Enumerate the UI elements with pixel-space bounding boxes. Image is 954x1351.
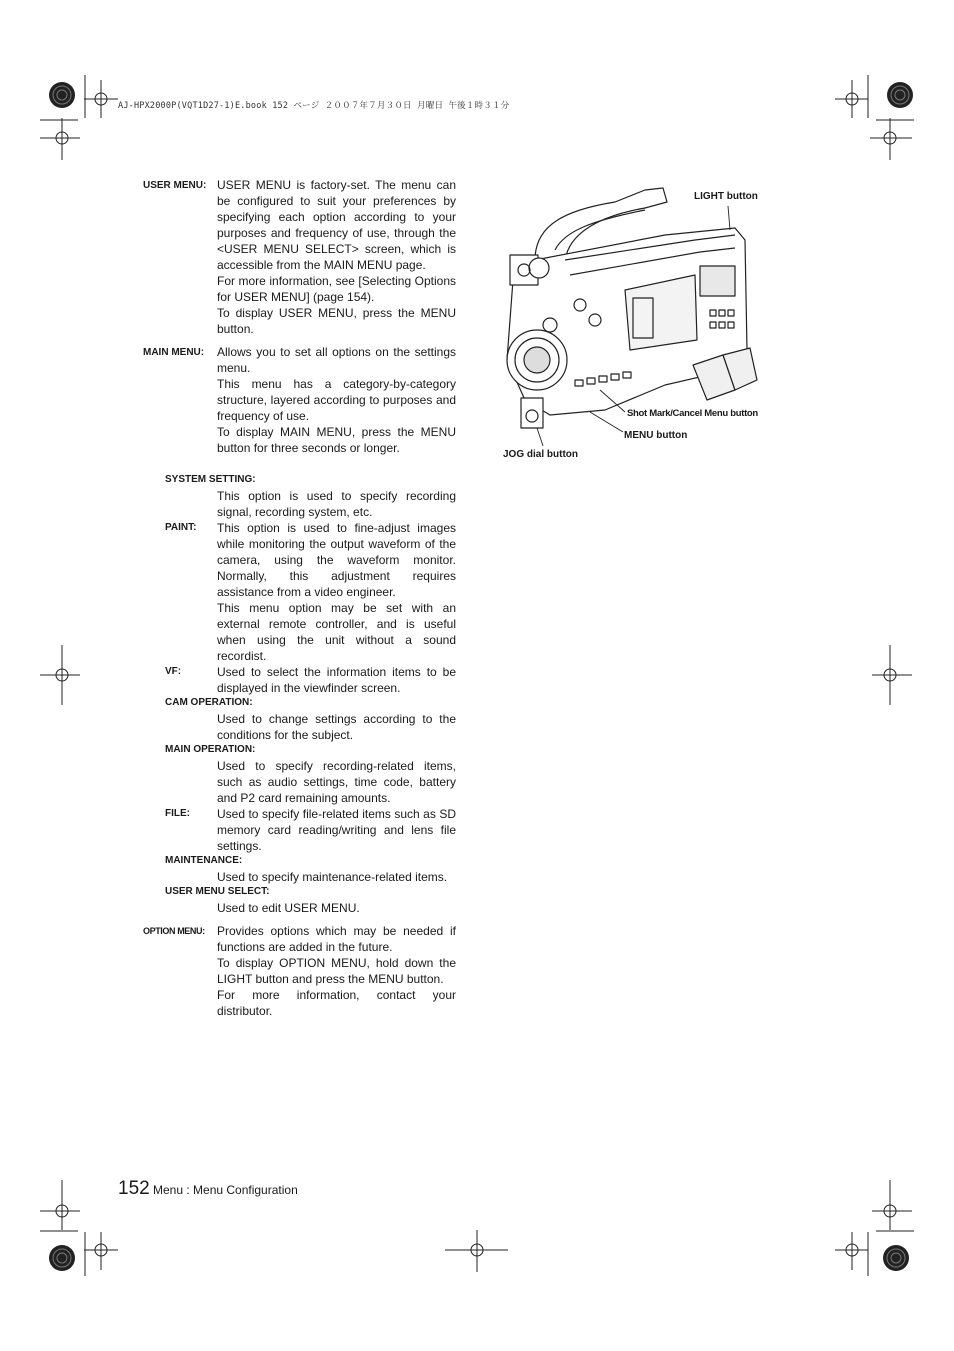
paragraph: Used to change settings according to the conditions for the subject. <box>217 712 456 742</box>
paragraph: This menu has a category-by-category structure, layered according to purposes and frequency of use. <box>217 377 456 423</box>
term-cam-operation: CAM OPERATION: <box>165 697 253 708</box>
system-setting-description <box>217 488 456 520</box>
cam-operation-description <box>217 711 456 743</box>
callout-shot-mark-button: Shot Mark/Cancel Menu button <box>627 408 758 419</box>
page-number: 152 <box>118 1178 150 1199</box>
vf-description <box>217 664 456 696</box>
maintenance-description <box>217 869 456 885</box>
paragraph: Provides options which may be needed if functions are added in the future. <box>217 924 456 954</box>
term-vf: VF: <box>165 666 182 677</box>
term-user-menu-select: USER MENU SELECT: <box>165 886 270 897</box>
user-menu-description <box>217 177 456 337</box>
term-main-menu: MAIN MENU: <box>143 347 205 358</box>
callout-light-button: LIGHT button <box>694 191 758 202</box>
paragraph: Used to specify maintenance-related items. <box>217 870 448 884</box>
term-file: FILE: <box>165 808 190 819</box>
paragraph: Allows you to set all options on the settings menu. <box>217 345 456 375</box>
paragraph: This menu option may be set with an external remote controller, and is useful when using the unit without a sound recordist. <box>217 601 456 663</box>
paragraph: For more information, contact your distributor. <box>217 988 456 1018</box>
paragraph: USER MENU is factory-set. The menu can be configured to suit your preferences by specifying each option according to your purposes and frequency of use, through the <USER MENU SELECT> screen, which is accessible from the MAIN MENU page. <box>217 178 456 272</box>
paragraph: For more information, see [Selecting Options for USER MENU] (page 154). <box>217 274 456 304</box>
paragraph: Used to select the information items to be displayed in the viewfinder screen. <box>217 665 456 695</box>
paragraph: This option is used to fine-adjust images while monitoring the output waveform of the camera, using the waveform monitor. Normally, this adjustment requires assistance from a video engineer. <box>217 521 456 599</box>
paragraph: Used to edit USER MENU. <box>217 901 360 915</box>
print-header: AJ-HPX2000P(VQT1D27-1)E.book 152 ページ ２００７年７月３０日 月曜日 午後１時３１分 <box>118 101 510 111</box>
callout-jog-dial-button: JOG dial button <box>503 449 578 460</box>
paragraph: To display MAIN MENU, press the MENU button for three seconds or longer. <box>217 425 456 455</box>
user-menu-select-description <box>217 900 456 916</box>
paragraph: Used to specify recording-related items, such as audio settings, time code, battery and P2 card remaining amounts. <box>217 759 456 805</box>
paragraph: To display OPTION MENU, hold down the LIGHT button and press the MENU button. <box>217 956 456 986</box>
paragraph: To display USER MENU, press the MENU button. <box>217 306 456 336</box>
term-user-menu: USER MENU: <box>143 180 207 191</box>
file-description <box>217 806 456 854</box>
paint-description <box>217 520 456 664</box>
term-maintenance: MAINTENANCE: <box>165 855 243 866</box>
main-menu-description <box>217 344 456 456</box>
camera-illustration <box>495 180 795 465</box>
term-paint: PAINT: <box>165 522 197 533</box>
main-operation-description <box>217 758 456 806</box>
paragraph: This option is used to specify recording signal, recording system, etc. <box>217 489 456 519</box>
option-menu-description <box>217 923 456 1019</box>
callout-menu-button: MENU button <box>624 430 688 441</box>
term-system-setting: SYSTEM SETTING: <box>165 474 256 485</box>
paragraph: Used to specify file-related items such as SD memory card reading/writing and lens file settings. <box>217 807 456 853</box>
term-main-operation: MAIN OPERATION: <box>165 744 256 755</box>
section-title: Menu : Menu Configuration <box>153 1183 298 1197</box>
term-option-menu: OPTION MENU: <box>143 926 205 936</box>
